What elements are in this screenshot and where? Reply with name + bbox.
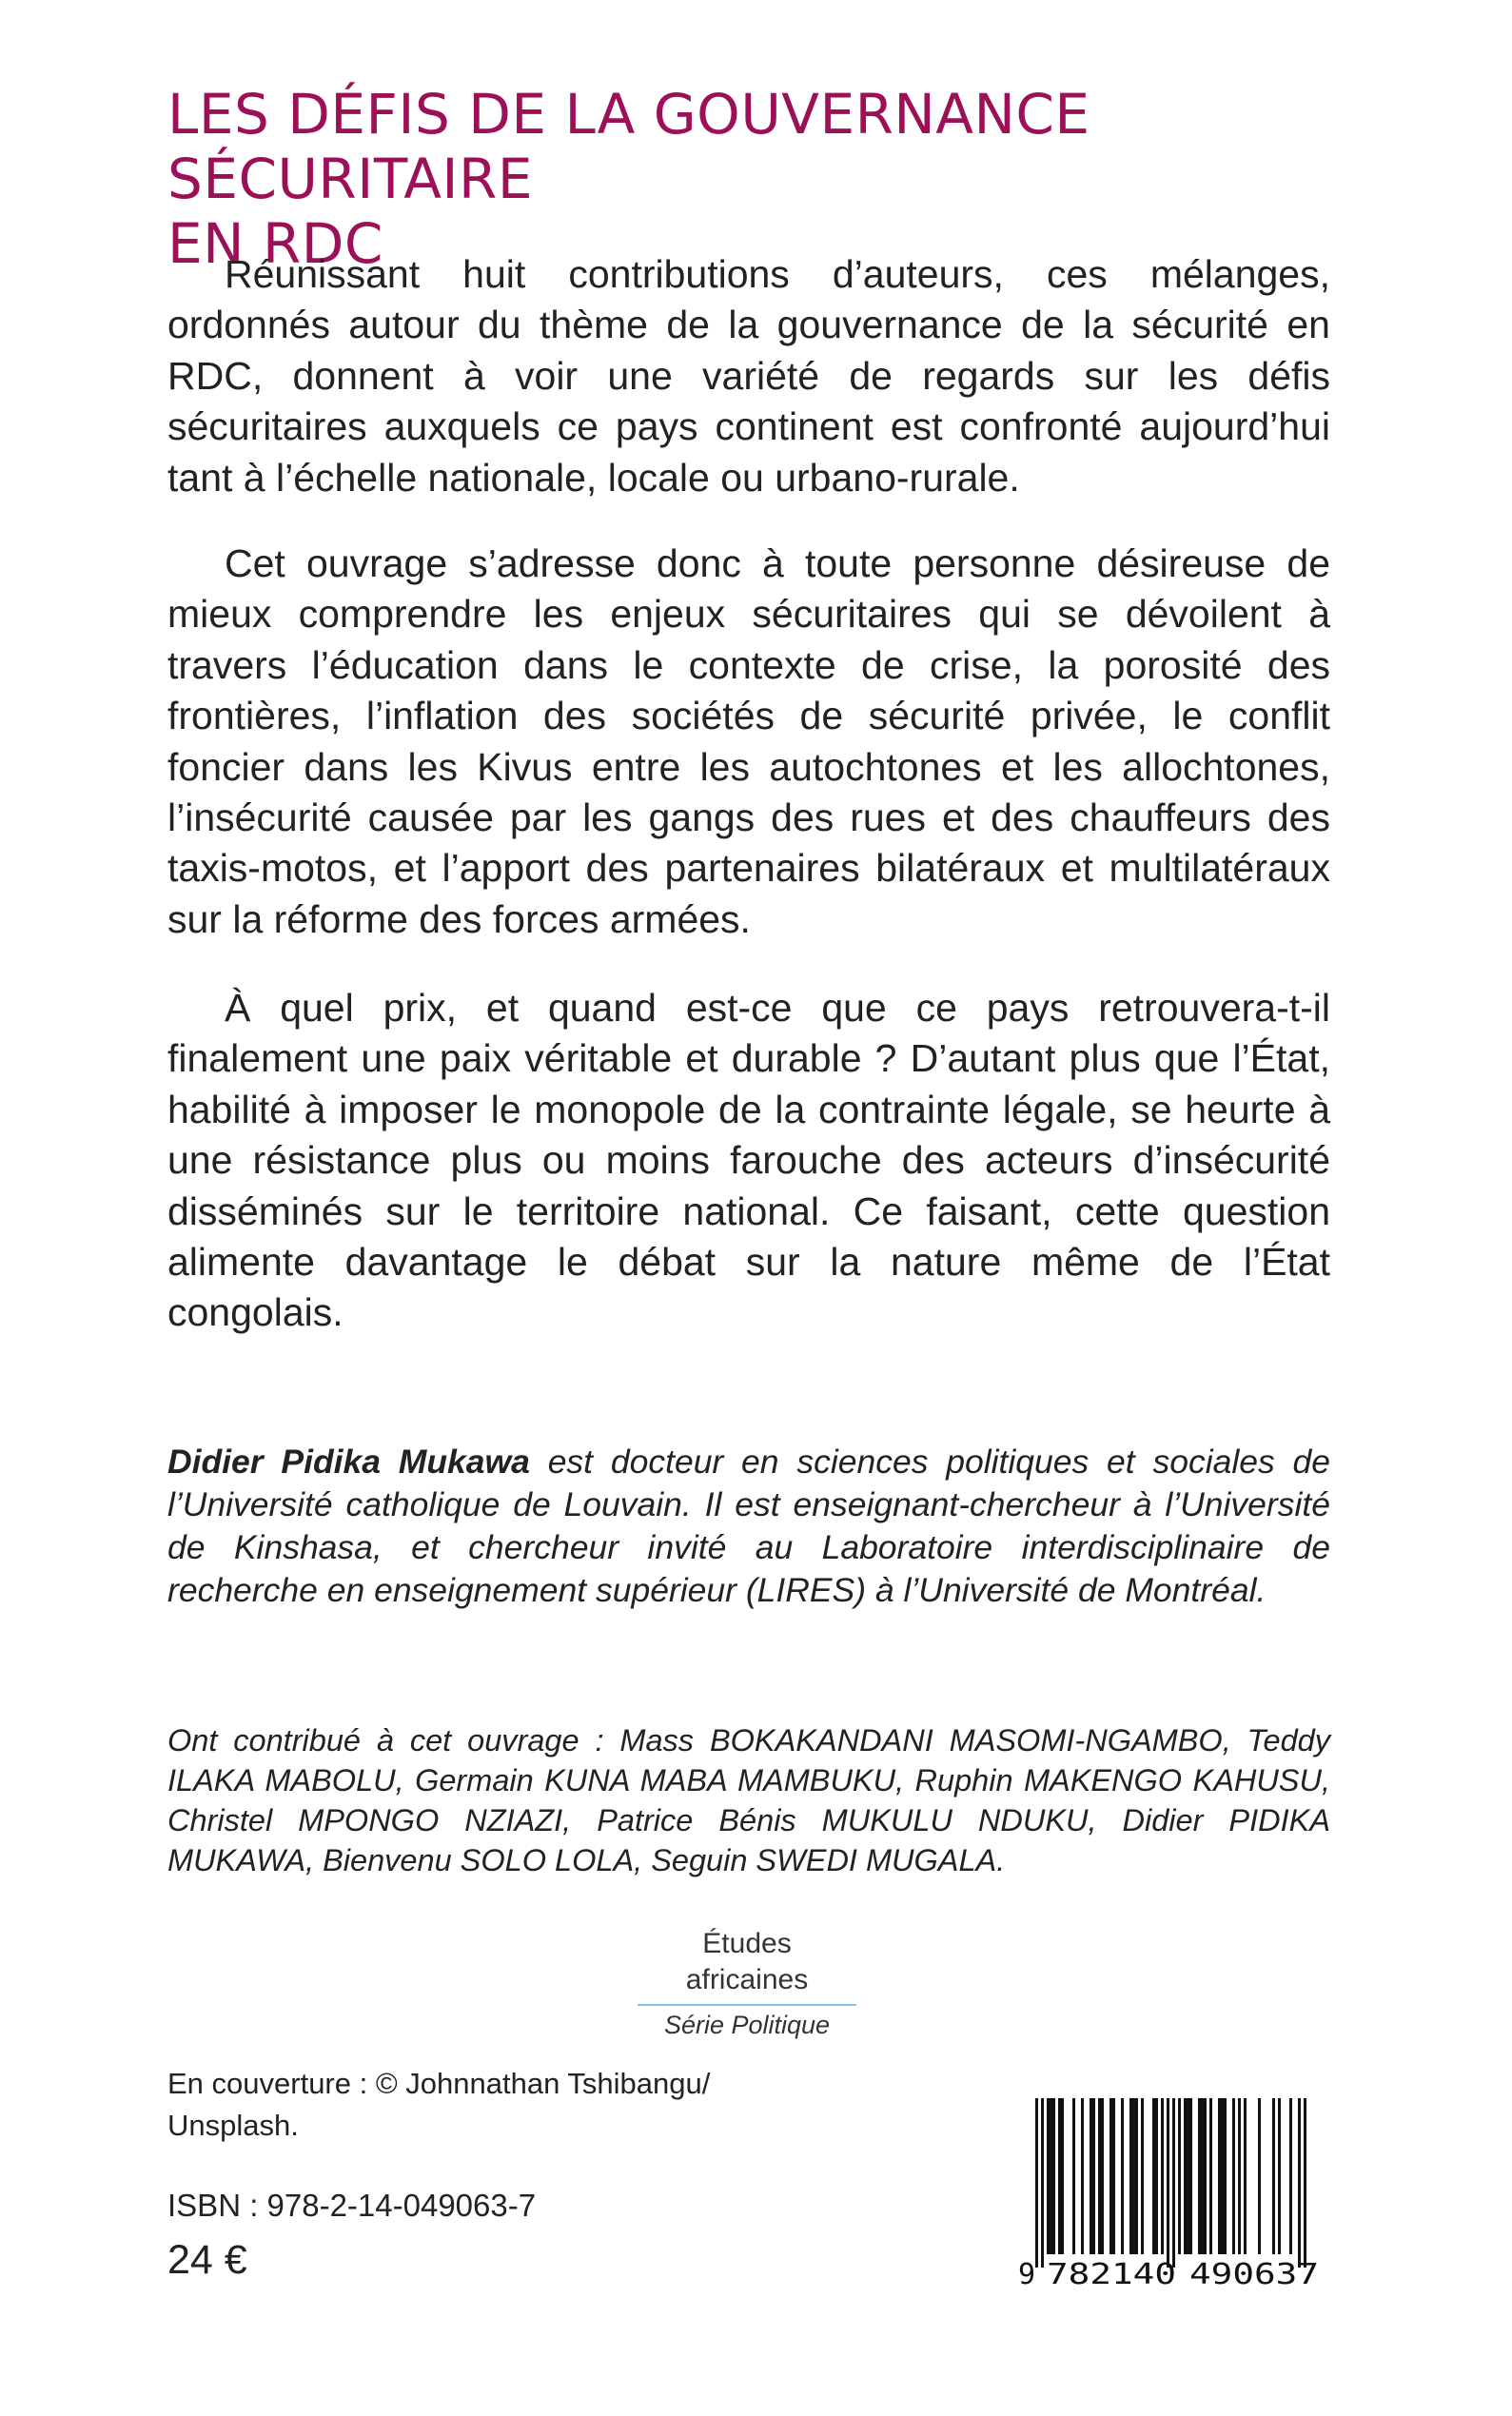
barcode-bar: [1272, 2098, 1275, 2254]
contributors-list: Ont contribué à cet ouvrage : Mass BOKAKANDANI MASOMI-NGAMBO, Teddy ILAKA MABOLU, Germain KUNA MABA MAMBUKU, Ruphin MAKENGO KAHUSU, Christel MPONGO NZIAZI, Patrice Bénis MUKULU NDUKU, Didier PIDIKA MUKAWA, Bienvenu SOLO LOLA, Seguin SWEDI MUGALA.: [167, 1723, 1330, 1877]
barcode-bar: [1047, 2098, 1050, 2254]
barcode-bar: [1135, 2098, 1138, 2254]
barcode-bar: [1112, 2098, 1115, 2254]
summary-paragraph-2: Cet ouvrage s’adresse donc à toute personne désireuse de mieux comprendre les enjeux sécuritaires qui se dévoilent à travers l’éducation dans le contexte de crise, la porosité des frontières, l’inflation des sociétés de sécurité privée, le conflit foncier dans les Kivus entre les autochtones et les allochtones, l’insécurité causée par les gangs des rues et des chauffeurs des taxis-motos, et l’apport des partenaires bilatéraux et multilatéraux sur la réforme des forces armées.: [167, 541, 1330, 941]
barcode-bar: [1152, 2098, 1155, 2254]
barcode-bar: [1232, 2098, 1235, 2254]
barcode-bar: [1258, 2098, 1261, 2254]
barcode-bar: [1072, 2098, 1075, 2254]
barcode-bar: [1161, 2098, 1164, 2254]
barcode: [1016, 2098, 1326, 2288]
author-name: Didier Pidika Mukawa: [167, 1443, 530, 1481]
summary-paragraph-3: À quel prix, et quand est-ce que ce pays retrouvera-t-il finalement une paix véritable et durable ? D’autant plus que l’État, habilité à imposer le monopole de la contrainte légale, se heurte à une résistance plus ou moins farouche des acteurs d’insécurité disséminés sur le territoire national. Ce faisant, cette question alimente davantage le débat sur la nature même de l’État congolais.: [167, 986, 1330, 1335]
barcode-bar: [1189, 2098, 1192, 2254]
barcode-bar: [1289, 2098, 1292, 2254]
barcode-bar: [1209, 2098, 1212, 2254]
barcode-bar: [1092, 2098, 1095, 2254]
cover-credit-line-2: Unsplash.: [167, 2109, 299, 2142]
barcode-first-digit: 9: [1018, 2258, 1036, 2288]
isbn: ISBN : 978-2-14-049063-7: [167, 2188, 537, 2223]
barcode-bar: [1178, 2098, 1181, 2254]
barcode-bar: [1098, 2098, 1101, 2254]
barcode-bar: [1101, 2098, 1104, 2254]
barcode-bar: [1221, 2098, 1224, 2254]
barcode-bar: [1218, 2098, 1221, 2254]
title-line-1: LES DÉFIS DE LA GOUVERNANCE SÉCURITAIRE: [167, 82, 1090, 211]
barcode-guard-bar: [1167, 2098, 1169, 2268]
barcode-bar: [1201, 2098, 1204, 2254]
barcode-bar: [1184, 2098, 1187, 2254]
barcode-bar: [1058, 2098, 1061, 2254]
barcode-bar: [1050, 2098, 1052, 2254]
barcode-bar: [1278, 2098, 1281, 2254]
barcode-bar: [1238, 2098, 1241, 2254]
barcode-bar: [1187, 2098, 1189, 2254]
barcode-left-group: 782140: [1047, 2258, 1176, 2288]
series-subtitle: Série Politique: [663, 2011, 831, 2039]
barcode-bar: [1061, 2098, 1064, 2254]
cover-credit: [167, 2063, 834, 2147]
barcode-bar: [1141, 2098, 1144, 2254]
summary-paragraph-1: Réunissant huit contributions d’auteurs, ces mélanges, ordonnés autour du thème de la gouvernance de la sécurité en RDC, donnent à voir une variété de regards sur les défis sécuritaires auxquels ce pays continent est confronté aujourd’hui tant à l’échelle nationale, locale ou urbano-rurale.: [167, 252, 1330, 500]
barcode-bar: [1052, 2098, 1055, 2254]
series-label: [638, 1926, 856, 2044]
barcode-bars: [1035, 2098, 1306, 2268]
barcode-bar: [1198, 2098, 1201, 2254]
barcode-guard-bar: [1172, 2098, 1175, 2268]
barcode-guard-bar: [1035, 2098, 1038, 2268]
barcode-graphic: [1016, 2098, 1326, 2288]
barcode-guard-bar: [1304, 2098, 1306, 2268]
barcode-bar: [1132, 2098, 1135, 2254]
price: 24 €: [167, 2237, 247, 2283]
barcode-right-group: 490637: [1189, 2258, 1319, 2288]
series-name: Études africaines: [638, 1926, 856, 2006]
barcode-bar: [1090, 2098, 1092, 2254]
barcode-bar: [1155, 2098, 1158, 2254]
barcode-bar: [1081, 2098, 1084, 2254]
cover-credit-line-1: En couverture : © Johnnathan Tshibangu/: [167, 2067, 711, 2100]
barcode-bar: [1204, 2098, 1207, 2254]
barcode-bar: [1224, 2098, 1227, 2254]
barcode-bar: [1109, 2098, 1112, 2254]
barcode-guard-bar: [1298, 2098, 1301, 2268]
author-bio-text: est docteur en sciences politiques et sociales de l’Université catholique de Louvain. Il est enseignant-chercheur à l’Université de Kinshasa, et chercheur invité au Laboratoire interdisciplinaire de recherche en enseignement supérieur (LIRES) à l’Université de Montréal.: [167, 1443, 1330, 1609]
barcode-guard-bar: [1041, 2098, 1044, 2268]
barcode-bar: [1244, 2098, 1247, 2254]
title-line-2: EN RDC: [167, 211, 383, 276]
book-title: [167, 82, 1338, 276]
barcode-bar: [1129, 2098, 1132, 2254]
author-bio: [167, 1441, 1330, 1612]
barcode-bar: [1121, 2098, 1124, 2254]
